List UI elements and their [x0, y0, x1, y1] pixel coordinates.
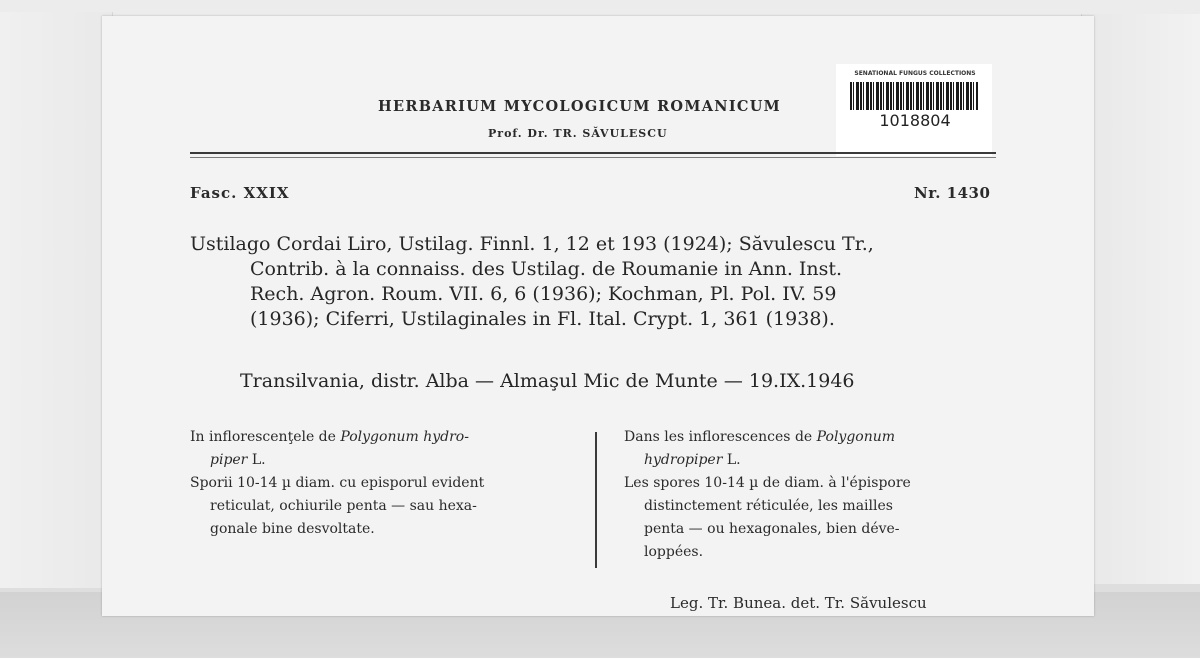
spores-line: Les spores 10-14 µ de diam. à l'épispore [624, 475, 911, 491]
spores-line: reticulat, ochiurile penta — sau hexa- [210, 498, 477, 514]
spores-line: Sporii 10-14 µ diam. cu episporul evident [190, 475, 485, 491]
column-divider [595, 432, 597, 568]
spores-paragraph-fr [624, 472, 1008, 564]
spores-line: loppées. [644, 544, 704, 560]
barcode-icon [850, 82, 978, 110]
spores-paragraph-ro [190, 472, 574, 541]
host-paragraph-ro [190, 426, 574, 472]
herbarium-curator: Prof. Dr. TR. SĂVULESCU [488, 127, 668, 140]
host-author: L. [247, 452, 266, 468]
plastic-sleeve-right [1081, 14, 1200, 584]
description-french [624, 426, 1008, 564]
host-species: hydropiper [644, 452, 723, 468]
host-species: Polygonum [816, 429, 896, 445]
citation-line: Contrib. à la connaiss. des Ustilag. de Roumanie in Ann. Inst. [250, 258, 843, 280]
barcode-caption: SENATIONAL FUNGUS COLLECTIONS [854, 70, 976, 77]
barcode-label [836, 64, 992, 156]
fascicle-label: Fasc. XXIX [190, 184, 290, 202]
taxon-citation [190, 232, 1000, 332]
collection-locality: Transilvania, distr. Alba — Almaşul Mic de Munte — 19.IX.1946 [240, 370, 855, 392]
spores-line: gonale bine desvoltate. [210, 521, 375, 537]
spores-line: penta — ou hexagonales, bien déve- [644, 521, 900, 537]
barcode-number: 1018804 [879, 111, 951, 130]
spores-line: distinctement réticulée, les mailles [644, 498, 893, 514]
host-author: L. [722, 452, 741, 468]
herbarium-title: HERBARIUM MYCOLOGICUM ROMANICUM [378, 98, 782, 115]
collector-determiner: Leg. Tr. Bunea. det. Tr. Săvulescu [670, 594, 927, 612]
host-paragraph-fr [624, 426, 1008, 472]
description-romanian [190, 426, 574, 541]
host-species: Polygonum hydro- [340, 429, 469, 445]
header-divider-thin [190, 157, 996, 158]
host-text: Dans les inflorescences de [624, 429, 817, 445]
citation-line: Ustilago Cordai Liro, Ustilag. Finnl. 1, 12 et 193 (1924); Săvulescu Tr., [190, 233, 874, 255]
plastic-sleeve-left [0, 12, 113, 588]
specimen-number: Nr. 1430 [914, 184, 991, 202]
specimen-label [102, 16, 1094, 616]
host-species: piper [210, 452, 248, 468]
citation-line: Rech. Agron. Roum. VII. 6, 6 (1936); Kochman, Pl. Pol. IV. 59 [250, 283, 837, 305]
citation-line: (1936); Ciferri, Ustilaginales in Fl. Ital. Crypt. 1, 361 (1938). [250, 308, 835, 330]
host-text: In inflorescenţele de [190, 429, 341, 445]
header-divider [190, 152, 996, 154]
